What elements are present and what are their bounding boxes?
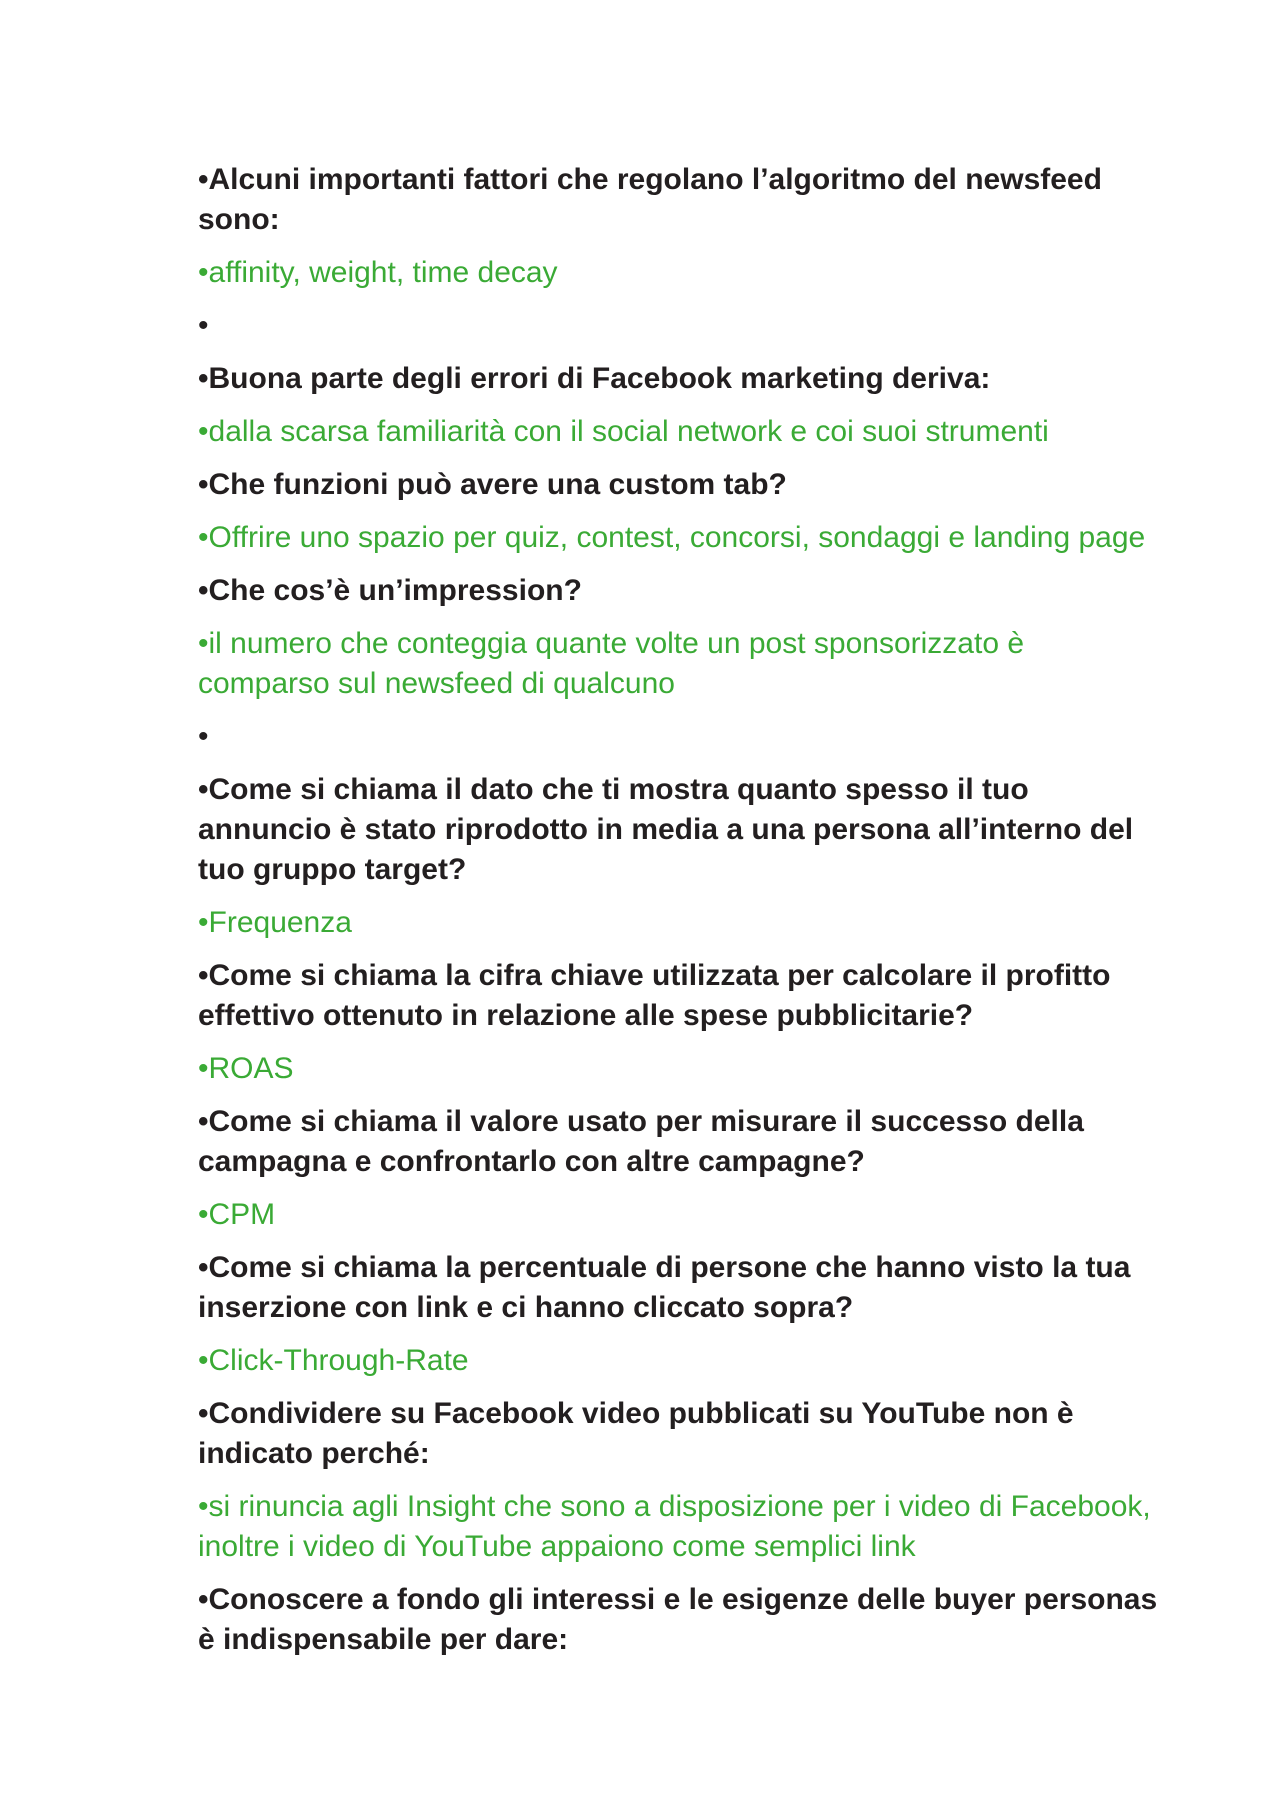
empty-bullet: • [198, 720, 209, 753]
empty-bullet: • [198, 309, 209, 342]
question-text: •Come si chiama il valore usato per misurare il successo della campagna e confrontarlo con altre campagne? [198, 1105, 1093, 1178]
answer-text: •il numero che conteggia quante volte un post sponsorizzato è comparso sul newsfeed di qualcuno [198, 627, 1033, 700]
question-text: •Conoscere a fondo gli interessi e le esigenze delle buyer personas è indispensabile per dare: [198, 1583, 1166, 1656]
question-text: •Alcuni importanti fattori che regolano l’algoritmo del newsfeed sono: [198, 163, 1111, 236]
answer-text: •ROAS [198, 1052, 294, 1085]
answer-text: •dalla scarsa familiarità con il social network e coi suoi strumenti [198, 415, 1049, 448]
answer-text: •si rinuncia agli Insight che sono a disposizione per i video di Facebook, inoltre i video di YouTube appaiono come semplici link [198, 1490, 1160, 1563]
question-text: •Come si chiama la cifra chiave utilizzata per calcolare il profitto effettivo ottenuto in relazione alle spese pubblicitarie? [198, 959, 1119, 1032]
answer-text: •CPM [198, 1198, 276, 1231]
question-text: •Condividere su Facebook video pubblicati su YouTube non è indicato perché: [198, 1397, 1082, 1470]
answer-text: •Click-Through-Rate [198, 1344, 469, 1377]
document-page [198, 160, 1166, 1673]
question-text: •Che cos’è un’impression? [198, 574, 582, 607]
answer-text: •Frequenza [198, 906, 352, 939]
answer-text: •Offrire uno spazio per quiz, contest, concorsi, sondaggi e landing page [198, 521, 1146, 554]
question-text: •Come si chiama la percentuale di persone che hanno visto la tua inserzione con link e ci hanno cliccato sopra? [198, 1251, 1139, 1324]
answer-text: •affinity, weight, time decay [198, 256, 558, 289]
question-text: •Che funzioni può avere una custom tab? [198, 468, 787, 501]
question-text: •Buona parte degli errori di Facebook marketing deriva: [198, 362, 991, 395]
question-text: •Come si chiama il dato che ti mostra quanto spesso il tuo annuncio è stato riprodotto in media a una persona all’interno del tuo gruppo target? [198, 773, 1142, 886]
